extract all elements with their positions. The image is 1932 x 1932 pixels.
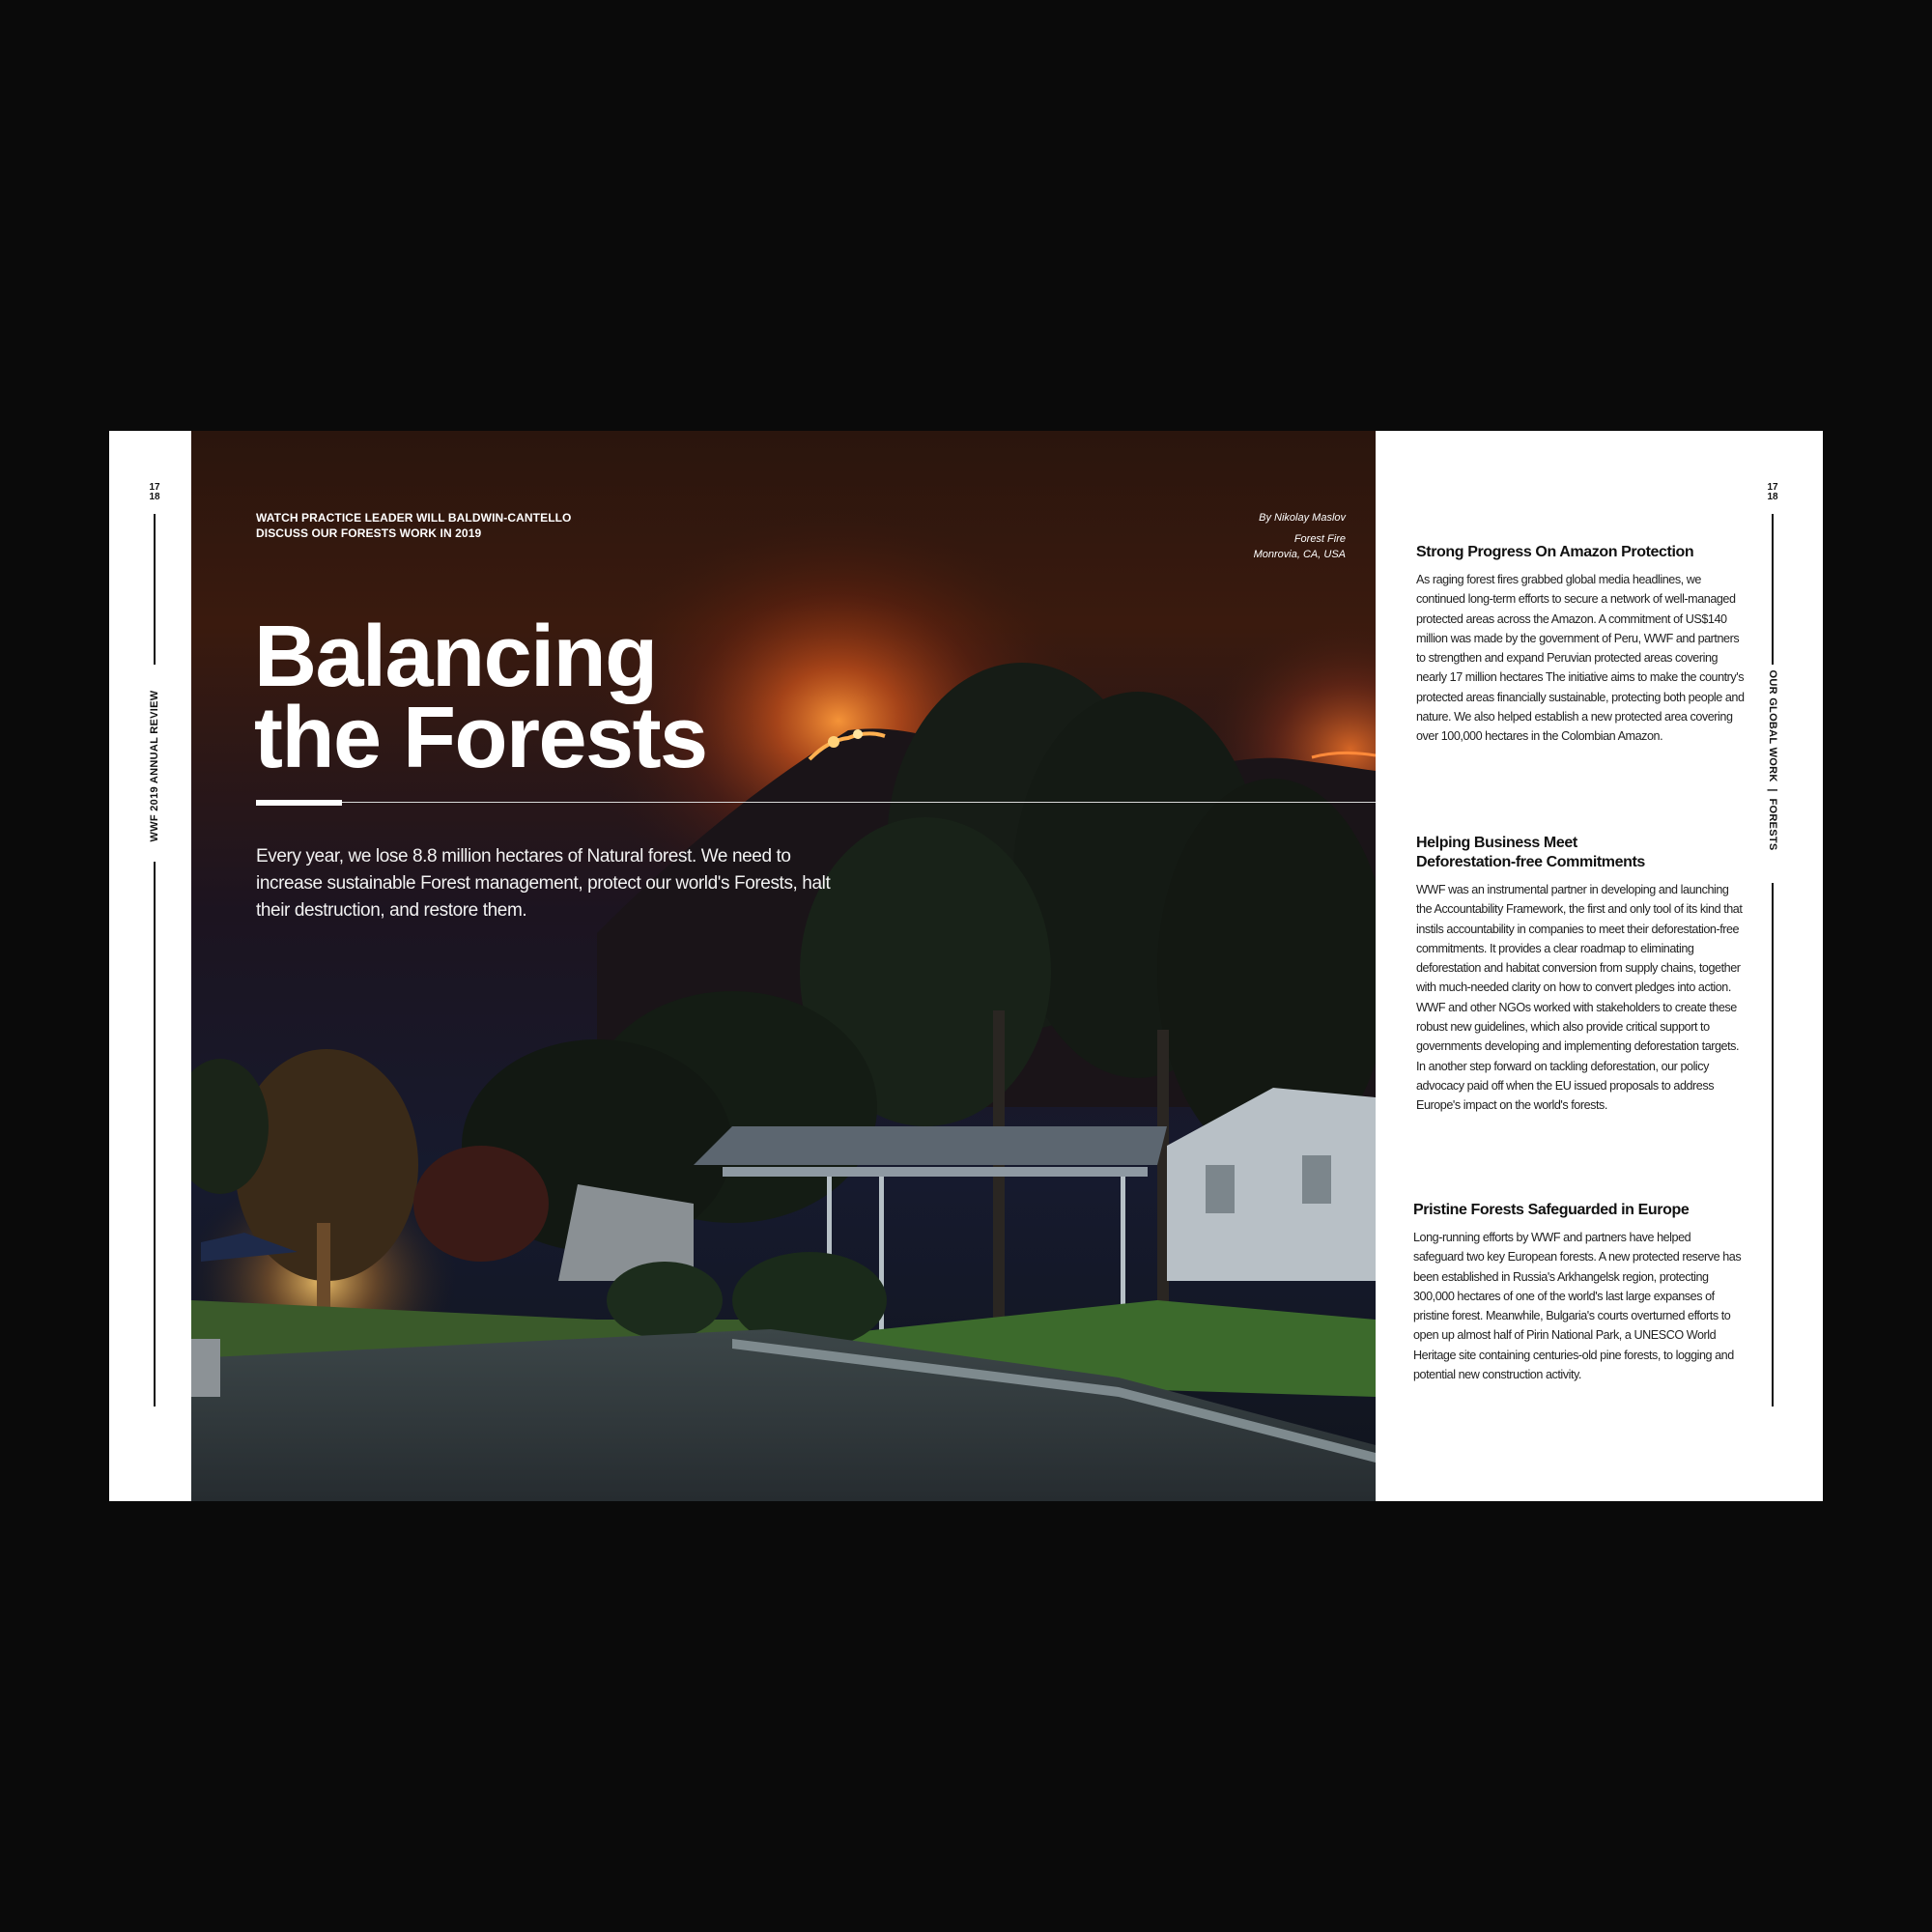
section-europe	[1413, 1201, 1742, 1384]
section-heading: Strong Progress On Amazon Protection	[1416, 544, 1694, 560]
right-rule-bottom	[1772, 883, 1774, 1406]
section-business	[1416, 834, 1745, 1116]
running-head-left: WWF 2019 ANNUAL REVIEW	[149, 690, 160, 842]
running-head-right	[1767, 670, 1778, 851]
video-kicker[interactable]	[256, 510, 662, 541]
page-number-top: 17	[1767, 482, 1778, 493]
right-rule-top	[1772, 514, 1774, 665]
section-amazon	[1416, 543, 1745, 747]
section-body: As raging forest fires grabbed global media headlines, we continued long-term efforts to secure a network of well-managed protected areas across the Amazon. A commitment of US$140 million was made by the government of Peru, WWF and partners to strengthen and expand Peruvian protected areas covering nearly 17 million hectares The initiative aims to make the country's protected areas financially sustainable, protecting both people and nature. We also helped establish a new protected area covering over 100,000 hectares in the Colombian Amazon.	[1416, 573, 1745, 744]
running-head-separator: |	[1767, 784, 1778, 796]
headline-divider	[256, 802, 1376, 803]
left-rule-bottom	[154, 862, 156, 1406]
page-number-top: 17	[149, 482, 160, 493]
section-body: Long-running efforts by WWF and partners have helped safeguard two key European forests. A new protected reserve has been established in Russia's Arkhangelsk region, protecting 300,000 hectares of one of the world's last large expanses of pristine forest. Meanwhile, Bulgaria's courts overturned efforts to open up almost half of Pirin National Park, a UNESCO World Heritage site containing centuries-old pine forests, to logging and potential new construction activity.	[1413, 1231, 1742, 1382]
section-heading: Pristine Forests Safeguarded in Europe	[1413, 1202, 1690, 1218]
running-head-section: FORESTS	[1767, 798, 1778, 851]
credit-author: By Nikolay Maslov	[1259, 512, 1346, 524]
photo-credit	[1094, 510, 1346, 562]
page-title	[254, 609, 930, 786]
magazine-spread	[109, 431, 1823, 1501]
headline-line-2: the Forests	[254, 690, 707, 786]
left-rule-top	[154, 514, 156, 665]
headline-accent-bar	[256, 800, 342, 806]
page-number-bottom: 18	[1767, 492, 1778, 502]
section-heading-line-2: Deforestation-free Commitments	[1416, 854, 1645, 870]
intro-paragraph: Every year, we lose 8.8 million hectares of Natural forest. We need to increase sustainable Forest management, protect our world's Forests, halt their destruction, and restore them.	[256, 846, 831, 921]
headline-line-1: Balancing	[254, 609, 657, 705]
credit-title: Forest Fire	[1293, 533, 1346, 545]
section-heading	[1416, 834, 1745, 872]
page-number-right	[1763, 483, 1782, 502]
page-number-bottom: 18	[149, 492, 160, 502]
forest-fire-illustration	[191, 431, 1376, 1501]
section-heading-line-1: Helping Business Meet	[1416, 835, 1577, 851]
kicker-line-2: DISCUSS OUR FORESTS WORK IN 2019	[256, 526, 482, 540]
section-body: WWF was an instrumental partner in developing and launching the Accountability Framework, the first and only tool of its kind that instils accountability in companies to meet their deforestation-free commitments. It provides a clear roadmap to eliminating deforestation and habitat conversion from supply chains, together with much-needed clarity on how to convert pledges into action. WWF and other NGOs worked with stakeholders to create these robust new guidelines, which also provide critical support to governments developing and implementing deforestation targets. In another step forward on tackling deforestation, our policy advocacy paid off when the EU issued proposals to address Europe's impact on the world's forests.	[1416, 883, 1743, 1113]
left-margin	[109, 431, 191, 1501]
credit-location: Monrovia, CA, USA	[1253, 549, 1346, 560]
kicker-line-1: WATCH PRACTICE LEADER WILL BALDWIN-CANTELLO	[256, 511, 572, 525]
forest-fire-photo	[191, 431, 1376, 1501]
page-number-left	[145, 483, 164, 502]
running-head-section-group: OUR GLOBAL WORK	[1767, 669, 1778, 782]
